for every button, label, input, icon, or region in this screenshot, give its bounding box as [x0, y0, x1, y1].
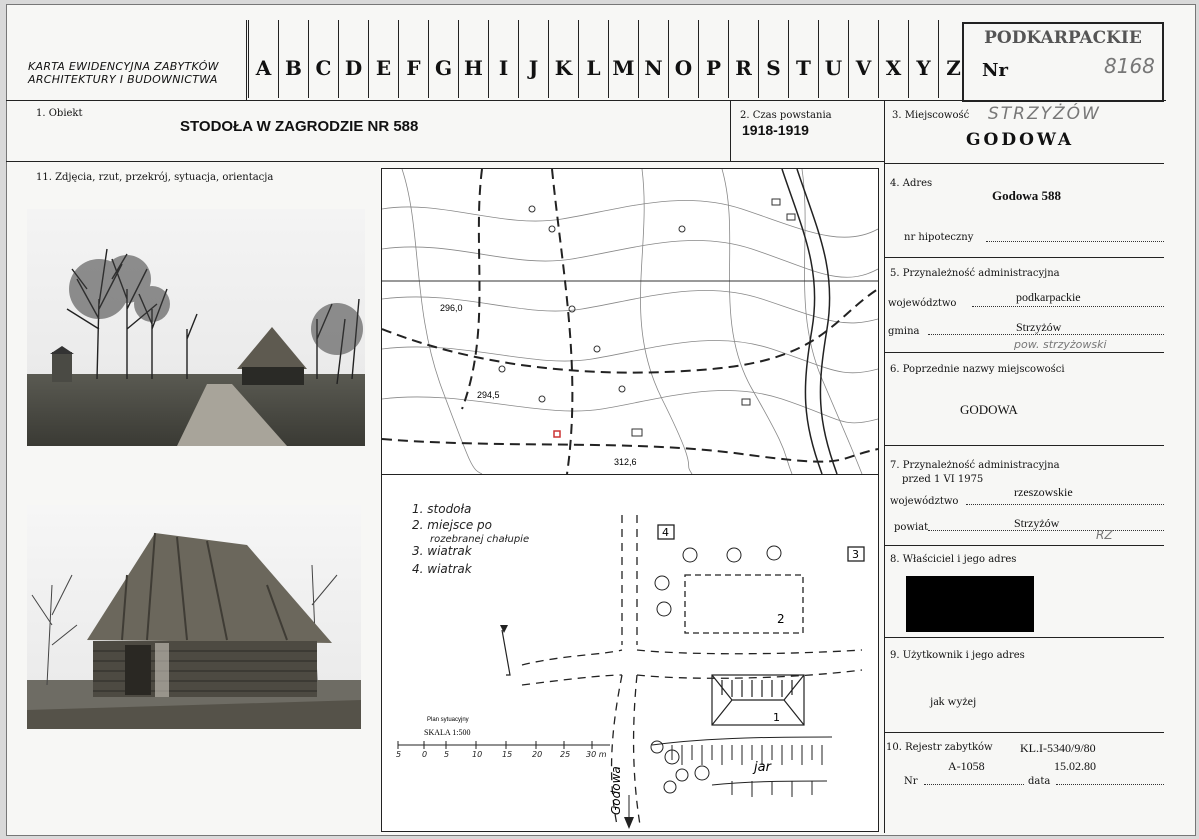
hipoteczny-label: nr hipoteczny [904, 232, 974, 243]
legend-4: 4. wiatrak [412, 562, 472, 576]
uzytkownik-label: 9. Użytkownik i jego adres [890, 650, 1025, 661]
index-letter: C [308, 20, 338, 98]
powiat-label: powiat [894, 522, 929, 533]
przynaleznosc75-date: przed 1 VI 1975 [902, 474, 984, 485]
elevation-1: 296,0 [440, 303, 463, 313]
title-line-2: ARCHITEKTURY I BUDOWNICTWA [28, 73, 218, 86]
gmina-handwritten: pow. strzyżowski [1014, 338, 1107, 351]
obiekt-label: 1. Obiekt [36, 108, 83, 119]
index-letter: B [278, 20, 308, 98]
site-plan [381, 474, 879, 832]
card-title [28, 60, 219, 86]
tick-6: 25 [560, 750, 571, 759]
elevation-2: 294,5 [477, 390, 500, 400]
index-letter: Y [908, 20, 938, 98]
powiat-handwritten: RZ [1096, 528, 1113, 542]
obiekt-value: STODOŁA W ZAGRODZIE NR 588 [180, 118, 419, 135]
index-letters [248, 20, 968, 98]
rejestr-label: 10. Rejestr zabytków [886, 742, 993, 753]
miejscowosc-handwritten: STRZYŻÓW [988, 104, 1101, 124]
wojewodztwo75-value: rzeszowskie [1014, 485, 1073, 499]
index-letter: E [368, 20, 398, 98]
powiat-value: Strzyżów [1014, 516, 1060, 530]
wojewodztwo-value: podkarpackie [1016, 290, 1081, 304]
marker-4: 4 [662, 526, 669, 539]
adres-value: Godowa 588 [992, 188, 1061, 203]
index-letter: R [728, 20, 758, 98]
legend-1: 1. stodoła [412, 502, 472, 516]
rejestr-a: A-1058 [948, 759, 985, 773]
wojewodztwo75-label: województwo [890, 496, 959, 507]
legend-2b: rozebranej chałupie [430, 534, 530, 545]
label-jar: jar [754, 760, 771, 775]
miejscowosc-value: GODOWA [966, 130, 1075, 150]
przynaleznosc75-label: 7. Przynależność administracyjna [890, 460, 1060, 471]
photo-landscape [27, 209, 365, 446]
marker-2: 2 [777, 612, 785, 626]
adres-label: 4. Adres [890, 178, 933, 189]
marker-3: 3 [852, 548, 859, 561]
index-letter: F [398, 20, 428, 98]
title-line-1: KARTA EWIDENCYJNA ZABYTKÓW [28, 60, 219, 73]
tick-5: 20 [532, 750, 543, 759]
legend-3: 3. wiatrak [412, 544, 472, 558]
index-letter: P [698, 20, 728, 98]
region-label: PODKARPACKIE [984, 28, 1142, 48]
index-letter: N [638, 20, 668, 98]
tick-3: 10 [472, 750, 483, 759]
tick-0: 5 [396, 750, 402, 759]
index-letter: Z [938, 20, 968, 98]
photo-barn [27, 505, 361, 729]
topographic-map [381, 168, 879, 475]
nr-value: 8168 [1104, 54, 1155, 78]
index-letter: D [338, 20, 368, 98]
index-letter: V [848, 20, 878, 98]
wlasciciel-label: 8. Właściciel i jego adres [890, 554, 1017, 565]
nr-label: Nr [982, 60, 1008, 81]
tick-2: 5 [444, 750, 450, 759]
index-letter: L [578, 20, 608, 98]
uzytkownik-value: jak wyżej [930, 694, 977, 708]
data-field-label: data [1028, 776, 1051, 787]
index-letter: O [668, 20, 698, 98]
gmina-value: Strzyżów [1016, 320, 1062, 334]
index-letter: X [878, 20, 908, 98]
przynaleznosc-label: 5. Przynależność administracyjna [890, 268, 1060, 279]
index-letter: M [608, 20, 638, 98]
tick-7: 30 m [586, 750, 607, 759]
label-plan: Plan sytuacyjny [427, 717, 469, 723]
label-skala: SKALA 1:500 [424, 728, 471, 737]
czas-label: 2. Czas powstania [740, 110, 832, 121]
index-letter: T [788, 20, 818, 98]
index-letter: G [428, 20, 458, 98]
legend-2: 2. miejsce po [412, 518, 493, 532]
gmina-label: gmina [888, 326, 920, 337]
rejestr-date: 15.02.80 [1054, 759, 1096, 773]
index-letter: U [818, 20, 848, 98]
rejestr-kl: KL.I-5340/9/80 [1020, 741, 1096, 755]
poprzednie-value: GODOWA [960, 402, 1018, 417]
czas-value: 1918-1919 [742, 122, 809, 138]
nr-field-label: Nr [904, 776, 918, 787]
index-letter: K [548, 20, 578, 98]
tick-1: 0 [422, 750, 428, 759]
register-box [962, 22, 1164, 102]
index-letter: I [488, 20, 518, 98]
owner-redaction [906, 576, 1034, 632]
index-letter: H [458, 20, 488, 98]
photos-label: 11. Zdjęcia, rzut, przekrój, sytuacja, orientacja [36, 172, 274, 183]
index-letter: J [518, 20, 548, 98]
wojewodztwo-label: województwo [888, 298, 957, 309]
tick-4: 15 [502, 750, 513, 759]
miejscowosc-label: 3. Miejscowość [892, 110, 970, 121]
elevation-3: 312,6 [614, 457, 637, 467]
marker-1: 1 [773, 711, 780, 724]
index-letter: A [248, 20, 278, 98]
label-godowa: Godowa [609, 766, 623, 815]
index-letter: S [758, 20, 788, 98]
poprzednie-label: 6. Poprzednie nazwy miejscowości [890, 364, 1065, 375]
